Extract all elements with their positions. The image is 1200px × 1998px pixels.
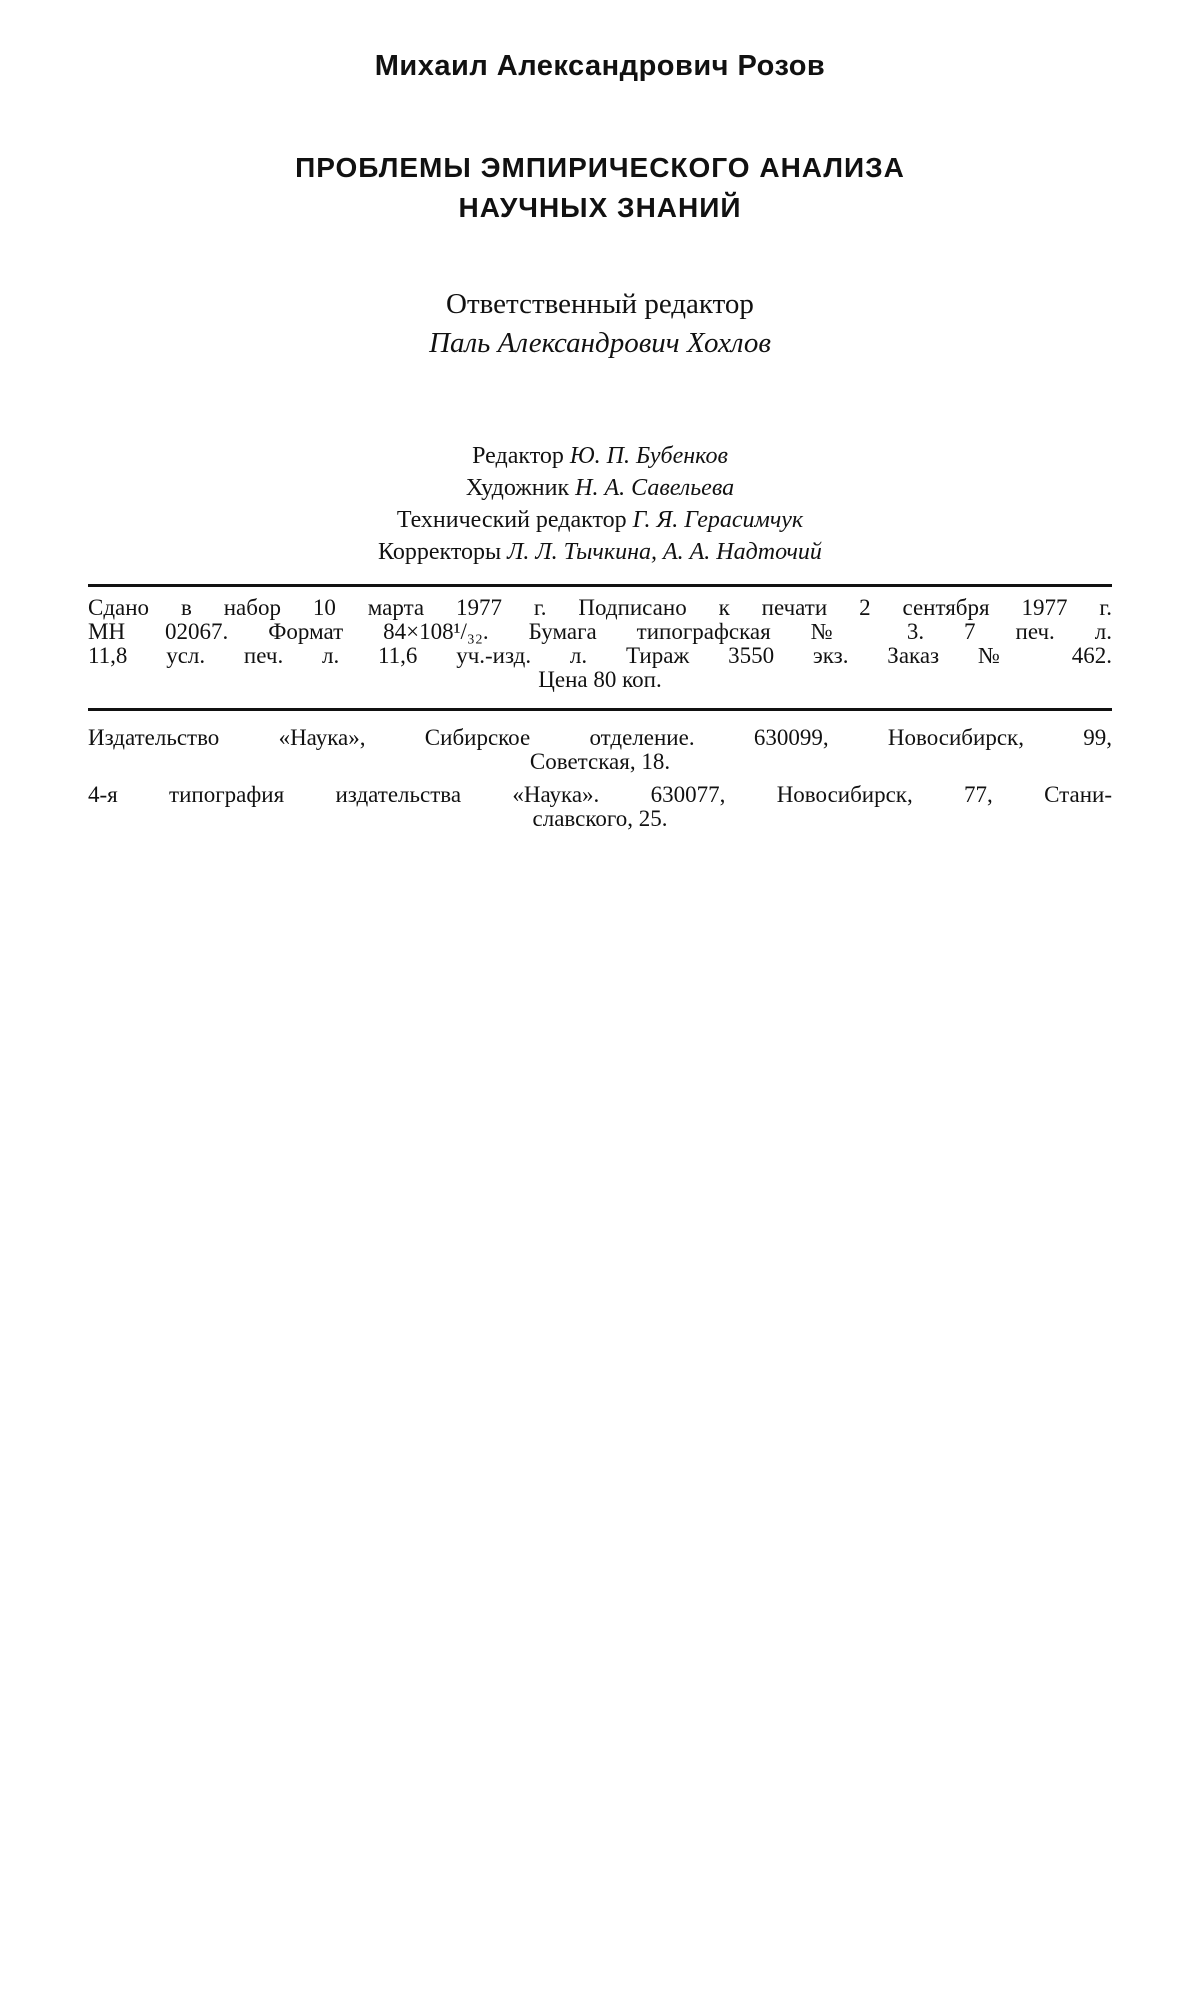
book-title-line: НАУЧНЫХ ЗНАНИЙ [458,192,742,223]
imprint-block [88,596,1112,692]
credit-role: Корректоры [378,539,508,565]
credit-name: Н. А. Савельева [575,475,735,501]
credit-name: Г. Я. Герасимчук [632,507,804,533]
credits-block [0,440,1200,568]
publisher-line: Издательство «Наука», Сибирское отделение. 630099, Новосибирск, 99, [88,725,1112,750]
credit-row-proofreaders [0,536,1200,568]
publisher-line: Советская, 18. [529,749,671,774]
credit-name: Ю. П. Бубенков [569,443,728,469]
credit-row-artist [0,472,1200,504]
credit-row-editor [0,440,1200,472]
responsible-editor-name: Паль Александрович Хохлов [429,327,771,359]
printer-line: 4-я типография издательства «Наука». 630077, Новосибирск, 77, Стани- [88,782,1112,807]
divider-top [88,584,1112,587]
publisher-info [88,726,1112,774]
imprint-line: Сдано в набор 10 марта 1977 г. Подписано к печати 2 сентября 1977 г. [88,595,1112,620]
credit-role: Редактор [472,443,570,469]
responsible-editor-label: Ответственный редактор [446,288,754,320]
imprint-price: Цена 80 коп. [538,667,662,692]
credit-row-tech-editor [0,504,1200,536]
printer-line: славского, 25. [532,806,668,831]
credit-role: Художник [465,475,576,501]
credit-role: Технический редактор [396,507,633,533]
book-title [0,148,1200,228]
imprint-line: МН 02067. Формат 84×108¹/₃₂. Бумага типографская № 3. 7 печ. л. [88,619,1112,644]
divider-bottom [88,708,1112,711]
imprint-line: 11,8 усл. печ. л. 11,6 уч.-изд. л. Тираж 3550 экз. Заказ № 462. [88,643,1112,668]
publisher-block [88,726,1112,840]
printer-info [88,783,1112,831]
author-name: Михаил Александрович Розов [374,50,826,82]
book-title-line: ПРОБЛЕМЫ ЭМПИРИЧЕСКОГО АНАЛИЗА [295,152,905,183]
credit-name: Л. Л. Тычкина, А. А. Надточий [507,539,822,565]
